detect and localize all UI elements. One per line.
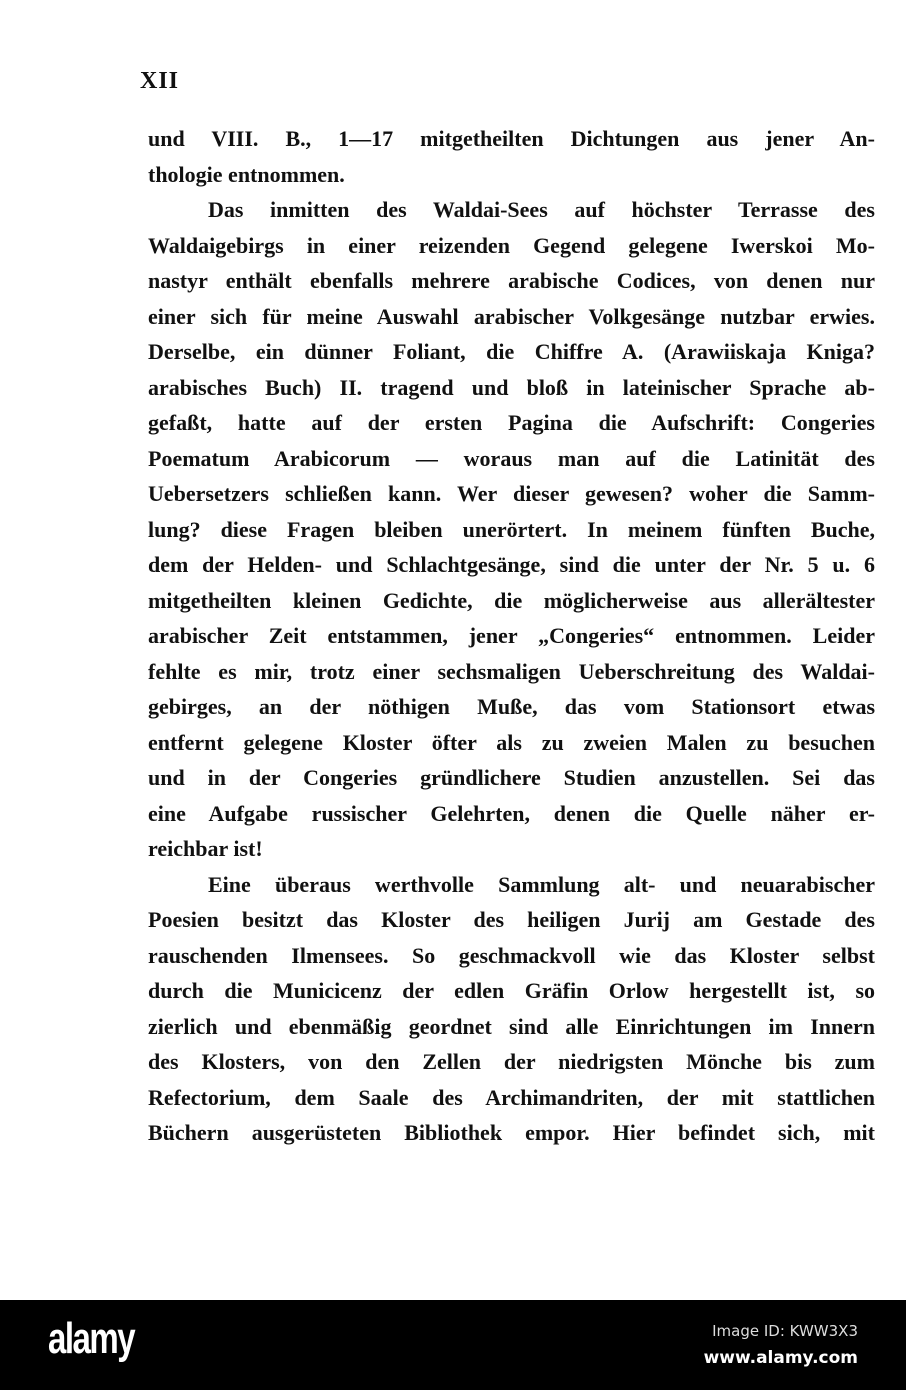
text-line: Eine überaus werthvolle Sammlung alt- und neuarabischer <box>208 871 875 897</box>
text-line: Poesien besitzt das Kloster des heiligen Jurij am Gestade des <box>148 907 875 932</box>
text-line: und VIII. B., 1—17 mitgetheilten Dichtungen aus jener An- <box>148 126 875 151</box>
page-number: XII <box>140 68 180 94</box>
text-line: fehlte es mir, trotz einer sechsmaligen Ueberschreitung des Waldai- <box>148 658 875 684</box>
text-line: des Klosters, von den Zellen der niedrigsten Mönche bis zum <box>148 1049 875 1074</box>
text-line: dem der Helden- und Schlachtgesänge, sind die unter der Nr. 5 u. 6 <box>148 552 875 577</box>
body-text <box>148 126 875 1156</box>
text-line: eine Aufgabe russischer Gelehrten, denen die Quelle näher er- <box>148 800 875 826</box>
text-line: Das inmitten des Waldai-Sees auf höchster Terrasse des <box>208 197 875 222</box>
site-url: www.alamy.com <box>703 1348 858 1368</box>
text-line: einer sich für meine Auswahl arabischer Volkgesänge nutzbar erwies. <box>148 303 875 329</box>
watermark-banner <box>0 1300 906 1390</box>
text-line: arabisches Buch) II. tragend und bloß in lateinischer Sprache ab- <box>148 374 875 400</box>
text-line: und in der Congeries gründlichere Studien anzustellen. Sei das <box>148 765 875 790</box>
alamy-logo: alamy <box>48 1314 135 1363</box>
text-line: Poematum Arabicorum — woraus man auf die Latinität des <box>148 445 875 471</box>
text-line: Waldaigebirgs in einer reizenden Gegend gelegene Iwerskoi Mo- <box>148 232 875 258</box>
text-line: arabischer Zeit entstammen, jener „Congeries“ entnommen. Leider <box>148 623 875 648</box>
text-line: Refectorium, dem Saale des Archimandriten, der mit stattlichen <box>148 1084 875 1110</box>
text-line: mitgetheilten kleinen Gedichte, die möglicherweise aus allerältester <box>148 587 875 613</box>
text-line: rauschenden Ilmensees. So geschmackvoll wie das Kloster selbst <box>148 942 875 968</box>
text-line: Uebersetzers schließen kann. Wer dieser gewesen? woher die Samm- <box>148 481 875 506</box>
image-id: Image ID: KWW3X3 <box>712 1322 858 1340</box>
text-line: reichbar ist! <box>148 836 263 861</box>
text-line: durch die Municicenz der edlen Gräfin Orlow hergestellt ist, so <box>148 978 875 1003</box>
text-line: nastyr enthält ebenfalls mehrere arabische Codices, von denen nur <box>148 268 875 293</box>
text-line: zierlich und ebenmäßig geordnet sind alle Einrichtungen im Innern <box>148 1013 875 1039</box>
text-line: Derselbe, ein dünner Foliant, die Chiffre A. (Arawiiskaja Kniga? <box>148 339 875 364</box>
text-line: gefaßt, hatte auf der ersten Pagina die Aufschrift: Congeries <box>148 410 875 435</box>
text-line: thologie entnommen. <box>148 161 345 187</box>
text-line: gebirges, an der nöthigen Muße, das vom Stationsort etwas <box>148 694 875 719</box>
text-line: Büchern ausgerüsteten Bibliothek empor. Hier befindet sich, mit <box>148 1120 875 1145</box>
text-line: entfernt gelegene Kloster öfter als zu zweien Malen zu besuchen <box>148 729 875 755</box>
text-line: lung? diese Fragen bleiben unerörtert. In meinem fünften Buche, <box>148 516 875 542</box>
